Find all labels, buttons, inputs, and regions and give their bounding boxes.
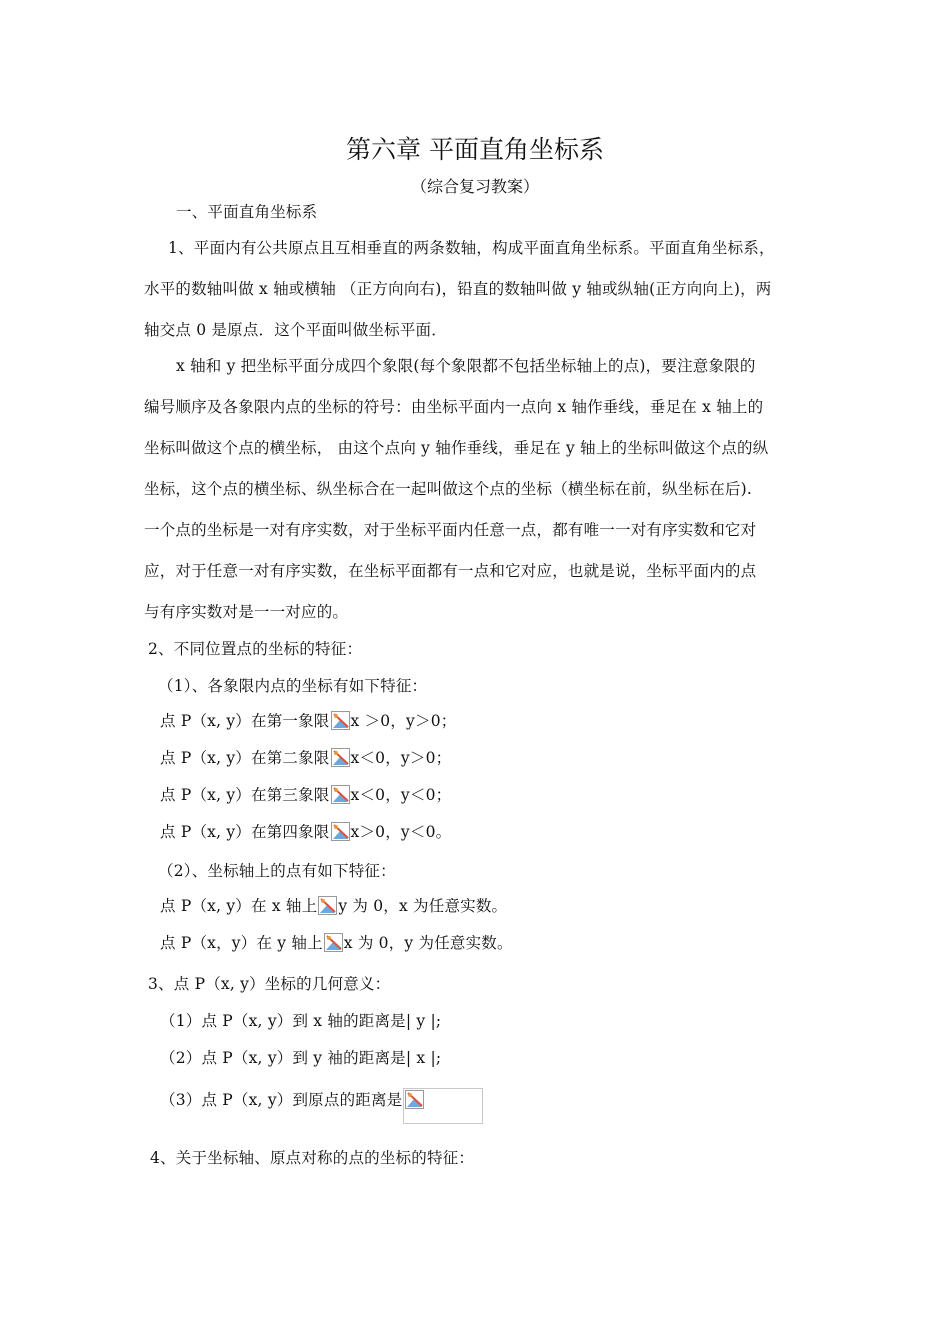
paragraph-line: 与有序实数对是一一对应的。 (144, 603, 349, 621)
broken-image-icon (324, 933, 343, 952)
paragraph-line: x 轴和 y 把坐标平面分成四个象限(每个象限都不包括坐标轴上的点)，要注意象限的 (176, 357, 756, 375)
paragraph-line: 应，对于任意一对有序实数，在坐标平面都有一点和它对应，也就是说，坐标平面内的点 (144, 562, 757, 580)
distance-origin-line: （3）点 P（x, y）到原点的距离是 (160, 1091, 403, 1109)
sub-heading: （2）、坐标轴上的点有如下特征： (158, 862, 396, 880)
y-axis-line (160, 933, 513, 953)
line-text: x＜0，y＞0； (350, 749, 452, 767)
broken-image-icon (331, 822, 350, 841)
paragraph-line: 坐标，这个点的横坐标、纵坐标合在一起叫做这个点的坐标（横坐标在前，纵坐标在后). (144, 480, 752, 498)
broken-image-icon (331, 711, 350, 730)
page-subtitle: （综合复习教案） (410, 177, 539, 196)
quadrant-2-line (160, 748, 451, 768)
item-heading: 3、点 P（x, y）坐标的几何意义： (148, 975, 391, 993)
broken-image-icon (318, 896, 337, 915)
paragraph-line: 水平的数轴叫做 x 轴或横轴 （正方向向右)，铅直的数轴叫做 y 轴或纵轴(正方向向上)，两 (144, 280, 772, 298)
line-text: x＞0，y＜0。 (350, 823, 452, 841)
quadrant-1-line (160, 711, 456, 731)
line-text: x＜0，y＜0； (350, 786, 452, 804)
line-text: 点 P（x, y）在第四象限 (160, 823, 330, 841)
paragraph-line: 编号顺序及各象限内点的坐标的符号：由坐标平面内一点向 x 轴作垂线，垂足在 x 轴上的 (144, 398, 764, 416)
broken-image-icon (331, 785, 350, 804)
line-text: 点 P（x, y）在第二象限 (160, 749, 330, 767)
line-text: 点 P（x, y）在 x 轴上 (160, 897, 318, 915)
broken-image-icon (405, 1090, 424, 1109)
line-text: 点 P（x, y）在第三象限 (160, 786, 330, 804)
item-heading: 4、关于坐标轴、原点对称的点的坐标的特征： (150, 1149, 475, 1167)
line-text: y 为 0，x 为任意实数。 (338, 897, 508, 915)
page-title: 第六章 平面直角坐标系 (346, 135, 604, 164)
paragraph-line: 轴交点 0 是原点．这个平面叫做坐标平面． (144, 321, 447, 339)
broken-image-icon (331, 748, 350, 767)
distance-y-line: （2）点 P（x, y）到 y 袖的距离是| x |; (160, 1049, 442, 1067)
quadrant-3-line (160, 785, 451, 805)
line-text: 点 P（x, y）在第一象限 (160, 712, 330, 730)
paragraph-line: 1、平面内有公共原点且互相垂直的两条数轴，构成平面直角坐标系。平面直角坐标系， (168, 239, 775, 257)
section-heading: 一、平面直角坐标系 (176, 203, 318, 221)
distance-x-line: （1）点 P（x, y）到 x 轴的距离是| y |; (160, 1012, 442, 1030)
sub-heading: （1）、各象限内点的坐标有如下特征： (158, 677, 428, 695)
line-text: x ＞0，y＞0； (350, 712, 457, 730)
quadrant-4-line (160, 822, 451, 842)
paragraph-line: 坐标叫做这个点的横坐标， 由这个点向 y 轴作垂线，垂足在 y 轴上的坐标叫做这个点的纵 (144, 439, 769, 457)
line-text: 点 P（x，y）在 y 轴上 (160, 934, 323, 952)
x-axis-line (160, 896, 507, 916)
item-heading: 2、不同位置点的坐标的特征： (148, 640, 363, 658)
paragraph-line: 一个点的坐标是一对有序实数，对于坐标平面内任意一点，都有唯一一对有序实数和它对 (144, 521, 757, 539)
line-text: x 为 0，y 为任意实数。 (343, 934, 513, 952)
